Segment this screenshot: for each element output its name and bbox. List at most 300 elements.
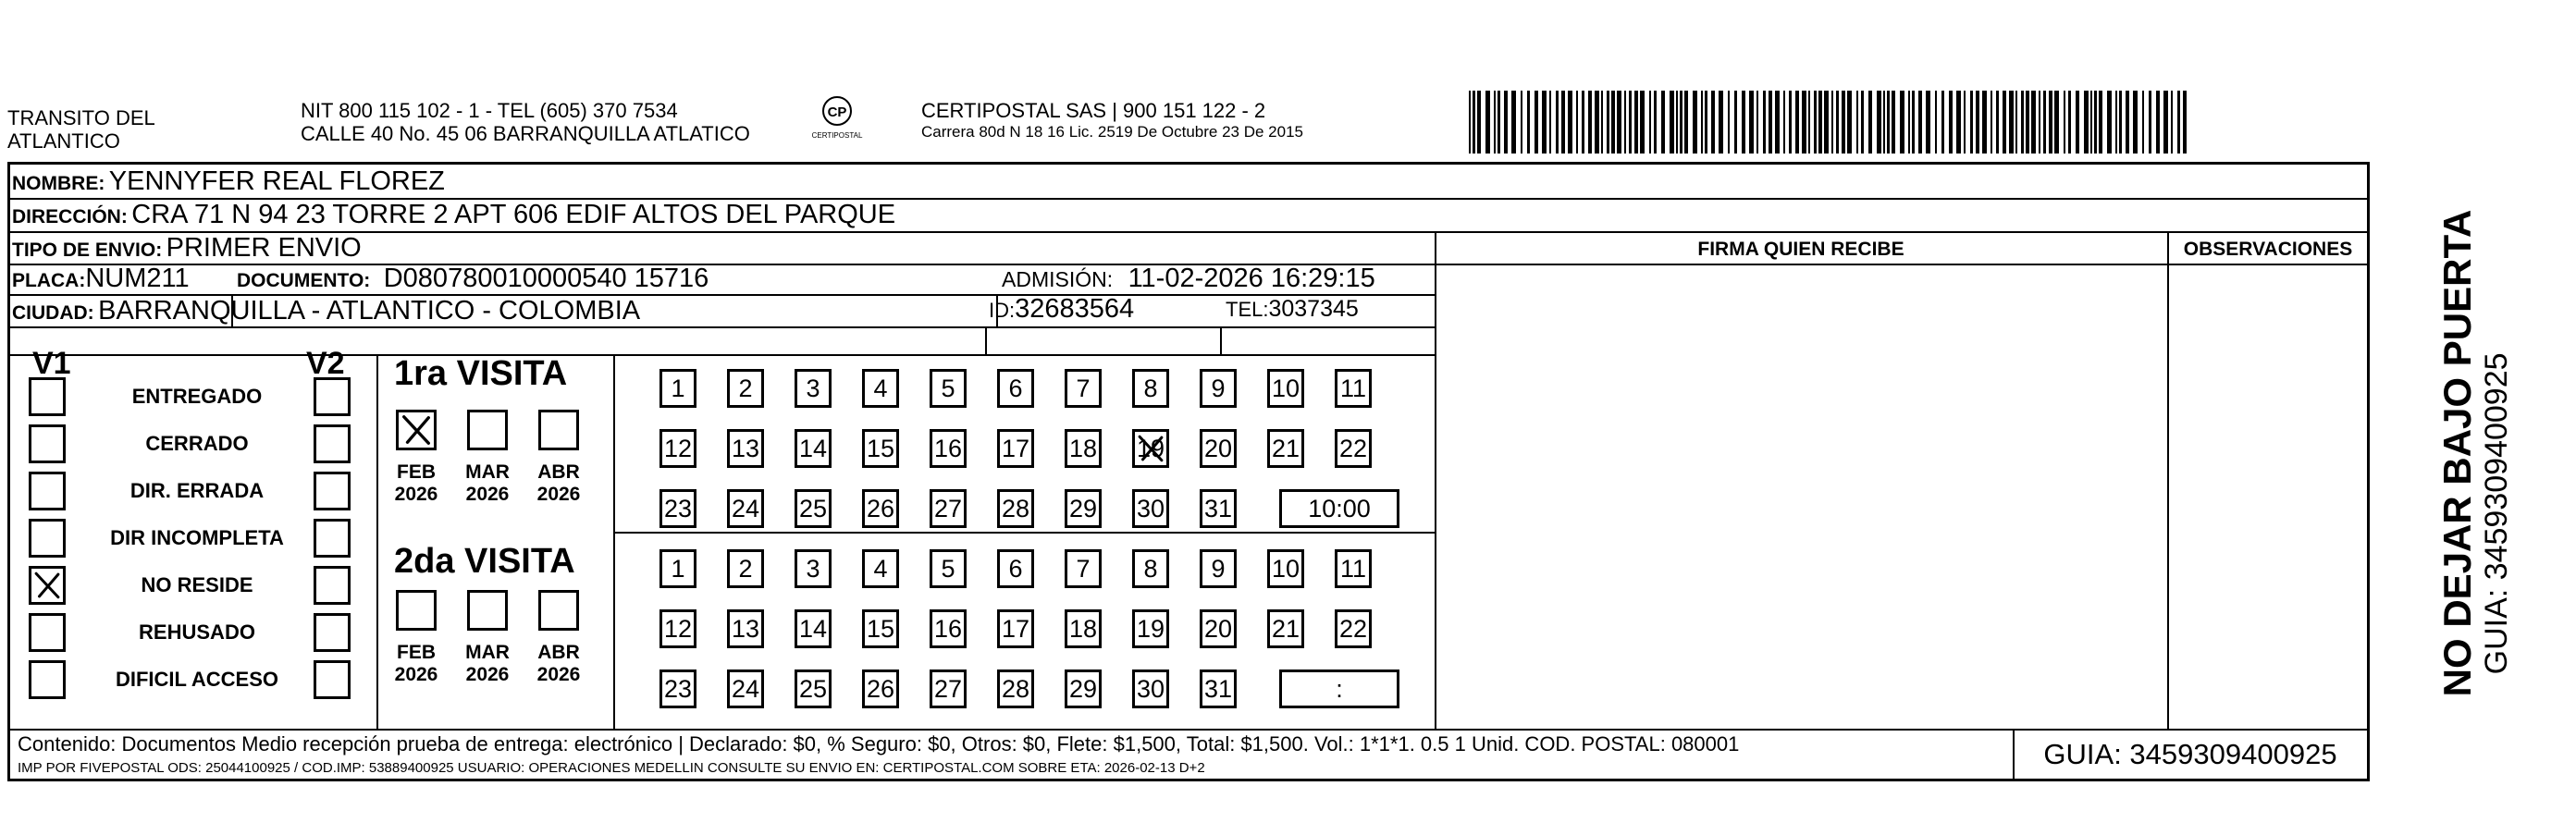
day-box[interactable] — [659, 549, 696, 588]
day-box[interactable] — [1335, 429, 1372, 468]
month-label — [455, 642, 520, 686]
day-number: 18 — [1068, 434, 1098, 462]
day-number: 21 — [1271, 614, 1300, 643]
barcode-bar — [1783, 91, 1785, 154]
day-number: 18 — [1068, 614, 1098, 643]
org-name-line1: TRANSITO DEL — [7, 106, 155, 129]
barcode-bar — [1964, 91, 1966, 154]
month-label — [455, 461, 520, 506]
v2-checkbox[interactable] — [314, 566, 351, 605]
day-number: 29 — [1068, 494, 1098, 522]
barcode-bar — [1814, 91, 1817, 154]
day-box[interactable] — [1132, 369, 1169, 408]
day-number: 2 — [738, 374, 753, 402]
barcode-bar — [1624, 91, 1626, 154]
barcode-bar — [2009, 91, 2014, 154]
day-number: 19 — [1136, 434, 1165, 462]
day-number: 3 — [806, 554, 820, 583]
time-box[interactable] — [1279, 489, 1399, 528]
ciudad-value: BARRANQUILLA - ATLANTICO - COLOMBIA — [98, 296, 641, 326]
barcode-bar — [1868, 91, 1872, 154]
day-number: 13 — [731, 434, 760, 462]
documento-value: D080780010000540 15716 — [383, 264, 709, 293]
barcode-bar — [1982, 91, 1987, 154]
barcode-bar — [1617, 91, 1621, 154]
month-checkbox[interactable] — [538, 410, 579, 450]
day-number: 15 — [866, 614, 895, 643]
day-number: 7 — [1076, 554, 1091, 583]
day-number: 20 — [1203, 434, 1233, 462]
day-number: 13 — [731, 614, 760, 643]
day-box[interactable] — [659, 429, 696, 468]
v1-checkbox[interactable] — [29, 566, 66, 605]
day-number: 24 — [731, 494, 760, 522]
barcode-bar — [2039, 91, 2040, 154]
day-box[interactable] — [727, 669, 764, 708]
barcode-bar — [1742, 91, 1745, 154]
barcode-bar — [1711, 91, 1715, 154]
address-line: CALLE 40 No. 45 06 BARRANQUILLA ATLATICO — [301, 122, 750, 145]
time-value: 10:00 — [1308, 494, 1371, 522]
day-box[interactable] — [795, 669, 832, 708]
barcode-bar — [1680, 91, 1682, 154]
day-box[interactable] — [997, 549, 1034, 588]
nit-line: NIT 800 115 102 - 1 - TEL (605) 370 7534 — [301, 99, 678, 122]
month-checkbox[interactable] — [467, 410, 508, 450]
barcode-bar — [1719, 91, 1723, 154]
month-label — [526, 461, 591, 506]
barcode-bar — [1473, 91, 1475, 154]
day-number: 5 — [941, 554, 955, 583]
day-box[interactable] — [1065, 549, 1102, 588]
barcode-bar — [1684, 91, 1688, 154]
barcode-bar — [1769, 91, 1772, 154]
barcode-bar — [2090, 91, 2092, 154]
month-label — [526, 642, 591, 686]
day-number: 6 — [1008, 554, 1023, 583]
day-number: 11 — [1339, 374, 1367, 402]
footer-guia: GUIA: 3459309400925 — [2043, 738, 2337, 770]
barcode-bar — [1595, 91, 1599, 154]
barcode-bar — [1818, 91, 1822, 154]
day-number: 4 — [873, 374, 888, 402]
barcode-bar — [2094, 91, 2097, 154]
barcode-bar — [1498, 91, 1500, 154]
day-box[interactable] — [795, 609, 832, 648]
day-number: 28 — [1001, 494, 1030, 522]
day-number: 21 — [1271, 434, 1300, 462]
barcode-bar — [2183, 91, 2187, 154]
day-box[interactable] — [930, 549, 967, 588]
day-box[interactable] — [862, 489, 899, 528]
barcode-bar — [1640, 91, 1645, 154]
barcode-bar — [2115, 91, 2117, 154]
day-number: 14 — [798, 614, 828, 643]
day-box[interactable] — [997, 609, 1034, 648]
v1-checkbox[interactable] — [29, 519, 66, 558]
day-box[interactable] — [1200, 609, 1237, 648]
time-value: : — [1336, 674, 1343, 703]
month-year: 2026 — [465, 484, 510, 505]
day-number: 16 — [933, 614, 963, 643]
month-name: ABR — [537, 642, 580, 663]
tipo-label: TIPO DE ENVIO: — [12, 240, 163, 261]
barcode-bar — [1941, 91, 1944, 154]
day-number: 25 — [798, 674, 828, 703]
month-year: 2026 — [394, 484, 438, 505]
barcode-bar — [2119, 91, 2122, 154]
barcode-bar — [1734, 91, 1737, 154]
barcode-bar — [1549, 91, 1551, 154]
day-number: 8 — [1143, 554, 1158, 583]
side-text — [2364, 203, 2576, 703]
day-box[interactable] — [862, 429, 899, 468]
direccion-row — [12, 198, 895, 236]
day-box[interactable] — [1267, 369, 1304, 408]
v2-checkbox[interactable] — [314, 519, 351, 558]
tel-label: TEL: — [1226, 298, 1269, 321]
org-name — [7, 106, 155, 153]
barcode-bar — [1705, 91, 1707, 154]
month-year: 2026 — [394, 664, 438, 685]
barcode-bar — [1970, 91, 1973, 154]
day-box[interactable] — [727, 489, 764, 528]
barcode-bar — [1935, 91, 1937, 154]
footer-line1: Contenido: Documentos Medio recepción prueba de entrega: electrónico | Declarado: $0, % Seguro: $0, Otros: $0, Flete: $1,500, Total: $1,500. Vol.: 1*1*1. 0.5 1 Unid. COD. POSTAL: 080001 — [18, 732, 1740, 755]
barcode-bar — [1607, 91, 1609, 154]
day-number: 30 — [1136, 674, 1165, 703]
barcode-bar — [1808, 91, 1810, 154]
barcode-bar — [1582, 91, 1584, 154]
month-name: MAR — [465, 642, 510, 663]
day-box[interactable] — [930, 669, 967, 708]
month-checkbox[interactable] — [396, 590, 437, 631]
day-box[interactable] — [862, 609, 899, 648]
day-number: 1 — [671, 554, 685, 583]
day-number: 31 — [1203, 674, 1233, 703]
barcode-bar — [1877, 91, 1881, 154]
day-number: 6 — [1008, 374, 1023, 402]
barcode-bar — [2177, 91, 2180, 154]
day-box[interactable] — [930, 489, 967, 528]
barcode-bar — [1654, 91, 1657, 154]
v1-checkbox[interactable] — [29, 424, 66, 463]
day-box[interactable] — [997, 669, 1034, 708]
id-value: 32683564 — [1015, 294, 1135, 324]
day-number: 29 — [1068, 674, 1098, 703]
day-number: 11 — [1339, 554, 1367, 583]
barcode-bar — [2171, 91, 2173, 154]
month-label — [384, 642, 449, 686]
status-label: DIR INCOMPLETA — [110, 526, 284, 549]
nombre-row — [12, 165, 445, 203]
day-box[interactable] — [997, 489, 1034, 528]
nombre-label: NOMBRE: — [12, 173, 105, 194]
barcode-bar — [1568, 91, 1572, 154]
month-name: MAR — [465, 461, 510, 483]
barcode-bar — [1556, 91, 1559, 154]
day-box[interactable] — [1200, 489, 1237, 528]
day-box[interactable] — [1335, 369, 1372, 408]
check-mark-icon — [31, 569, 63, 602]
org-name-line2: ATLANTICO — [7, 129, 120, 153]
v1-label: V1 — [32, 346, 71, 381]
day-box[interactable] — [1335, 549, 1372, 588]
v2-checkbox[interactable] — [314, 377, 351, 416]
barcode-bar — [1749, 91, 1754, 154]
day-number: 15 — [866, 434, 895, 462]
barcode-bar — [1831, 91, 1833, 154]
barcode-bar — [1918, 91, 1922, 154]
barcode-bar — [2015, 91, 2017, 154]
barcode-bar — [2003, 91, 2006, 154]
day-number: 22 — [1338, 614, 1368, 643]
day-number: 22 — [1338, 434, 1368, 462]
day-number: 12 — [663, 434, 693, 462]
day-number: 3 — [806, 374, 820, 402]
barcode-bar — [1542, 91, 1547, 154]
barcode-bar — [1561, 91, 1565, 154]
barcode-bar — [1836, 91, 1839, 154]
day-box[interactable] — [727, 369, 764, 408]
barcode-bar — [2084, 91, 2089, 154]
v1-checkbox[interactable] — [29, 472, 66, 510]
barcode-bar — [2054, 91, 2059, 154]
main-frame — [7, 162, 2370, 781]
day-box[interactable] — [1065, 669, 1102, 708]
barcode-bar — [1996, 91, 1999, 154]
day-box[interactable] — [659, 489, 696, 528]
day-box[interactable] — [1267, 429, 1304, 468]
day-number: 25 — [798, 494, 828, 522]
day-box[interactable] — [1065, 609, 1102, 648]
barcode-bar — [2126, 91, 2129, 154]
barcode-bar — [1900, 91, 1904, 154]
tel-value: 3037345 — [1268, 296, 1359, 322]
day-box[interactable] — [930, 429, 967, 468]
day-box[interactable] — [1335, 609, 1372, 648]
barcode-bar — [1789, 91, 1792, 154]
tipo-value: PRIMER ENVIO — [166, 233, 362, 263]
day-box[interactable] — [1132, 489, 1169, 528]
day-number: 30 — [1136, 494, 1165, 522]
month-label — [384, 461, 449, 506]
barcode-bar — [1521, 91, 1522, 154]
status-label: DIR. ERRADA — [129, 479, 265, 502]
day-box[interactable] — [727, 549, 764, 588]
day-number: 2 — [738, 554, 753, 583]
side-warning: NO DEJAR BAJO PUERTA — [2435, 209, 2479, 697]
day-box[interactable] — [659, 609, 696, 648]
v2-checkbox[interactable] — [314, 472, 351, 510]
admision-label: ADMISIÓN: — [1002, 267, 1114, 291]
month-name: FEB — [397, 642, 436, 663]
month-year: 2026 — [536, 664, 581, 685]
day-box[interactable] — [727, 609, 764, 648]
barcode-bar — [2099, 91, 2102, 154]
day-box[interactable] — [659, 669, 696, 708]
day-number: 7 — [1076, 374, 1091, 402]
barcode-bar — [2107, 91, 2112, 154]
barcode-bar — [1991, 91, 1992, 154]
barcode-bar — [1611, 91, 1615, 154]
barcode-bar — [2043, 91, 2046, 154]
barcode-bar — [2031, 91, 2036, 154]
barcode-bar — [1477, 91, 1481, 154]
firma-header: FIRMA QUIEN RECIBE — [1697, 239, 1904, 260]
day-box[interactable] — [795, 489, 832, 528]
status-label: CERRADO — [145, 432, 249, 455]
time-box[interactable] — [1279, 669, 1399, 708]
v1-checkbox[interactable] — [29, 660, 66, 699]
barcode-bar — [1908, 91, 1910, 154]
barcode — [1469, 91, 2190, 154]
barcode-bar — [1976, 91, 1979, 154]
day-box[interactable] — [795, 369, 832, 408]
day-number: 31 — [1203, 494, 1233, 522]
barcode-bar — [1763, 91, 1766, 154]
day-box[interactable] — [1200, 669, 1237, 708]
logo-text: CERTIPOSTAL — [811, 131, 863, 140]
day-number: 12 — [663, 614, 693, 643]
v1-checkbox[interactable] — [29, 377, 66, 416]
day-box[interactable] — [795, 549, 832, 588]
barcode-bar — [1661, 91, 1665, 154]
barcode-bar — [2068, 91, 2071, 154]
v2-checkbox[interactable] — [314, 660, 351, 699]
v2-checkbox[interactable] — [314, 613, 351, 652]
day-box[interactable] — [997, 369, 1034, 408]
day-box[interactable] — [1132, 609, 1169, 648]
day-box[interactable] — [1200, 369, 1237, 408]
barcode-bar — [1485, 91, 1490, 154]
month-checkbox[interactable] — [467, 590, 508, 631]
barcode-bar — [1494, 91, 1496, 154]
day-number: 8 — [1143, 374, 1158, 402]
direccion-label: DIRECCIÓN: — [12, 206, 128, 227]
admision-value: 11-02-2026 16:29:15 — [1128, 264, 1375, 293]
day-box[interactable] — [1132, 669, 1169, 708]
v2-checkbox[interactable] — [314, 424, 351, 463]
barcode-bar — [1847, 91, 1852, 154]
day-number: 10 — [1271, 554, 1300, 583]
barcode-bar — [2133, 91, 2138, 154]
barcode-bar — [1949, 91, 1953, 154]
documento-label: DOCUMENTO: — [237, 270, 371, 291]
day-box[interactable] — [862, 549, 899, 588]
day-box[interactable] — [795, 429, 832, 468]
barcode-bar — [2064, 91, 2065, 154]
barcode-bar — [1535, 91, 1538, 154]
day-box[interactable] — [1132, 549, 1169, 588]
day-number: 19 — [1136, 614, 1165, 643]
day-box[interactable] — [1267, 549, 1304, 588]
day-number: 23 — [663, 674, 693, 703]
day-number: 9 — [1211, 374, 1226, 402]
status-label: NO RESIDE — [141, 573, 253, 596]
month-year: 2026 — [465, 664, 510, 685]
day-box[interactable] — [1065, 429, 1102, 468]
barcode-bar — [1775, 91, 1780, 154]
barcode-bar — [1956, 91, 1961, 154]
day-number: 24 — [731, 674, 760, 703]
nombre-value: YENNYFER REAL FLOREZ — [108, 166, 445, 196]
footer-line2: IMP POR FIVEPOSTAL ODS: 25044100925 / COD.IMP: 53889400925 USUARIO: OPERACIONES MEDELLIN CONSULTE SU ENVIO EN: CERTIPOSTAL.COM SOBRE ETA: 2026-02-13 D+2 — [18, 760, 1205, 776]
barcode-bar — [2076, 91, 2079, 154]
day-box[interactable] — [1267, 609, 1304, 648]
day-box[interactable] — [862, 369, 899, 408]
barcode-bar — [1926, 91, 1930, 154]
barcode-bar — [1670, 91, 1674, 154]
placa-label: PLACA: — [12, 270, 86, 291]
day-box[interactable] — [727, 429, 764, 468]
day-number: 26 — [866, 674, 895, 703]
id-row — [989, 292, 1134, 330]
status-label: REHUSADO — [139, 620, 255, 644]
company-line: CERTIPOSTAL SAS | 900 151 122 - 2 — [921, 99, 1266, 122]
day-number: 9 — [1211, 554, 1226, 583]
status-label: DIFICIL ACCESO — [115, 668, 278, 691]
v1-checkbox[interactable] — [29, 613, 66, 652]
day-box[interactable] — [997, 429, 1034, 468]
barcode-bar — [2049, 91, 2052, 154]
barcode-bar — [2149, 91, 2151, 154]
v2-label: V2 — [306, 346, 345, 381]
barcode-bar — [1576, 91, 1578, 154]
day-box[interactable] — [930, 609, 967, 648]
day-box[interactable] — [1200, 549, 1237, 588]
barcode-bar — [1588, 91, 1592, 154]
company-block — [921, 99, 1303, 142]
svg-text:CP: CP — [827, 104, 847, 120]
ciudad-row — [12, 294, 640, 332]
barcode-bar — [1527, 91, 1530, 154]
month-name: ABR — [537, 461, 580, 483]
month-checkbox[interactable] — [396, 410, 437, 450]
day-number: 26 — [866, 494, 895, 522]
barcode-bar — [1802, 91, 1806, 154]
day-box[interactable] — [862, 669, 899, 708]
barcode-bar — [2156, 91, 2160, 154]
barcode-bar — [1469, 91, 1471, 154]
month-checkbox[interactable] — [538, 590, 579, 631]
barcode-bar — [1601, 91, 1603, 154]
barcode-bar — [1693, 91, 1697, 154]
day-box[interactable] — [659, 369, 696, 408]
day-box[interactable] — [1065, 369, 1102, 408]
day-number: 20 — [1203, 614, 1233, 643]
barcode-bar — [1795, 91, 1799, 154]
barcode-bar — [1856, 91, 1858, 154]
day-number: 10 — [1271, 374, 1300, 402]
day-number: 17 — [1001, 614, 1030, 643]
day-number: 28 — [1001, 674, 1030, 703]
day-box[interactable] — [930, 369, 967, 408]
barcode-bar — [1912, 91, 1915, 154]
ciudad-label: CIUDAD: — [12, 302, 94, 324]
barcode-bar — [2142, 91, 2144, 154]
day-box[interactable] — [1065, 489, 1102, 528]
check-mark-icon — [1135, 432, 1166, 465]
day-number: 27 — [933, 494, 963, 522]
day-box[interactable] — [1132, 429, 1169, 468]
barcode-bar — [2163, 91, 2168, 154]
barcode-bar — [1629, 91, 1632, 154]
nit-block — [301, 99, 750, 145]
barcode-bar — [1883, 91, 1885, 154]
day-box[interactable] — [1200, 429, 1237, 468]
observaciones-header: OBSERVACIONES — [2183, 239, 2353, 260]
